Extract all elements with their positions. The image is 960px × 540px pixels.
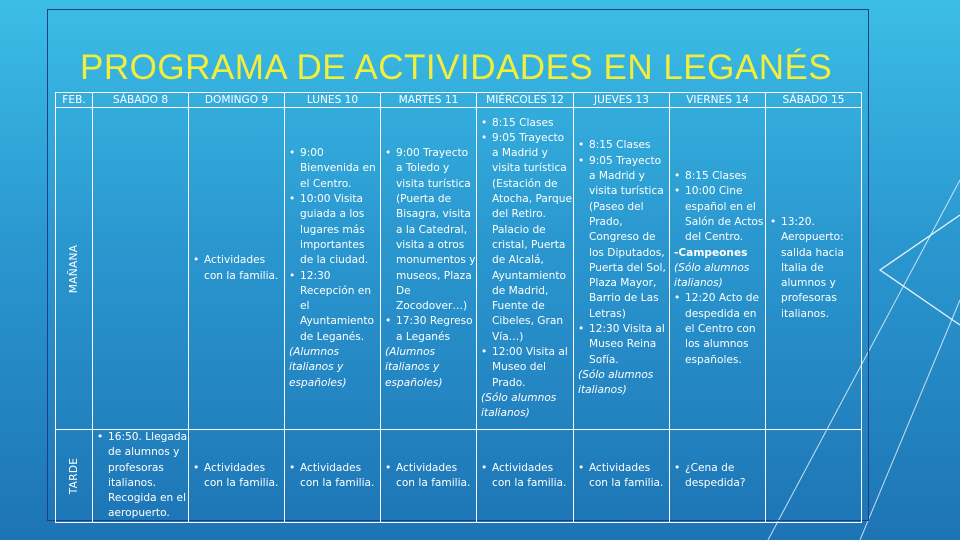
morning-jueves-13 — [574, 108, 670, 430]
afternoon-jueves-13 — [574, 430, 670, 523]
morning-label-cell — [56, 108, 93, 430]
activity-item: • 10:00 Cine español en el Salón de Actos del Centro. — [674, 184, 765, 245]
activity-item: • 9:00 Trayecto a Toledo y visita turística (Puerta de Bisagra, visita a la Catedral, visita a otros monumentos y museos, Plaza De Zocodover…) — [385, 146, 476, 314]
morning-miercoles-12 — [477, 108, 574, 430]
activity-item: • 13:20. Aeropuerto: salida hacia Italia de alumnos y profesoras italianos. — [770, 215, 861, 322]
afternoon-sabado-15 — [766, 430, 862, 523]
activity-item: • 12:00 Visita al Museo del Prado. — [481, 345, 573, 391]
participants-note: (Sólo alumnos italianos) — [481, 391, 557, 420]
afternoon-domingo-9 — [189, 430, 285, 523]
header-row — [56, 93, 862, 108]
afternoon-label: TARDE — [68, 457, 80, 495]
schedule-table — [55, 92, 862, 523]
header-sabado-15: SÁBADO 15 — [766, 93, 862, 108]
participants-note: (Alumnos italianos y españoles) — [385, 345, 443, 389]
morning-row — [56, 108, 862, 430]
morning-sabado-8 — [93, 108, 189, 430]
activity-item: • 12:20 Acto de despedida en el Centro con los alumnos españoles. — [674, 291, 765, 367]
activity-item: • ¿Cena de despedida? — [674, 461, 765, 492]
afternoon-row — [56, 430, 862, 523]
afternoon-martes-11 — [381, 430, 477, 523]
afternoon-viernes-14 — [670, 430, 766, 523]
activity-item: • 9:00 Bienvenida en el Centro. — [289, 146, 380, 192]
activity-item: • 16:50. Llegada de alumnos y profesoras italianos. Recogida en el aeropuerto. — [97, 430, 188, 522]
activity-item: • Actividades con la familia. — [193, 253, 284, 284]
activity-item: • 17:30 Regreso a Leganés — [385, 314, 476, 345]
afternoon-label-cell — [56, 430, 93, 523]
participants-note: (Sólo alumnos italianos) — [674, 261, 750, 290]
activity-item: • Actividades con la familia. — [578, 461, 669, 492]
activity-item: • 12:30 Recepción en el Ayuntamiento de Leganés. — [289, 269, 380, 345]
morning-domingo-9 — [189, 108, 285, 430]
header-martes-11: MARTES 11 — [381, 93, 477, 108]
activity-item: • Actividades con la familia. — [193, 461, 284, 492]
header-viernes-14: VIERNES 14 — [670, 93, 766, 108]
header-lunes-10: LUNES 10 — [285, 93, 381, 108]
activity-item: • Actividades con la familia. — [481, 461, 573, 492]
morning-martes-11 — [381, 108, 477, 430]
activity-item: • 8:15 Clases — [674, 169, 765, 184]
page-title: PROGRAMA DE ACTIVIDADES EN LEGANÉS — [80, 48, 833, 87]
activity-item: • 8:15 Clases — [481, 116, 573, 131]
activity-item: • 9:05 Trayecto a Madrid y visita turística (Paseo del Prado, Congreso de los Diputados, Puerta del Sol, Plaza Mayor, Barrio de Las Letras) — [578, 154, 669, 322]
header-feb: FEB. — [56, 93, 93, 108]
header-domingo-9: DOMINGO 9 — [189, 93, 285, 108]
activity-item: • Actividades con la familia. — [385, 461, 476, 492]
activity-item: • 12:30 Visita al Museo Reina Sofía. — [578, 322, 669, 368]
activity-item: • 8:15 Clases — [578, 138, 669, 153]
film-title: -Campeones — [674, 246, 748, 259]
header-miercoles-12: MIÉRCOLES 12 — [477, 93, 574, 108]
afternoon-sabado-8 — [93, 430, 189, 523]
header-jueves-13: JUEVES 13 — [574, 93, 670, 108]
morning-viernes-14 — [670, 108, 766, 430]
activity-item: • 10:00 Visita guiada a los lugares más importantes de la ciudad. — [289, 192, 380, 268]
activity-item: • Actividades con la familia. — [289, 461, 380, 492]
header-sabado-8: SÁBADO 8 — [93, 93, 189, 108]
participants-note: (Alumnos italianos y españoles) — [289, 345, 347, 389]
afternoon-lunes-10 — [285, 430, 381, 523]
morning-lunes-10 — [285, 108, 381, 430]
morning-label: MAÑANA — [68, 244, 80, 293]
activity-item: • 9:05 Trayecto a Madrid y visita turística (Estación de Atocha, Parque del Retiro. Palacio de cristal, Puerta de Alcalá, Ayuntamiento de Madrid, Fuente de Cibeles, Gran Vía…) — [481, 131, 573, 345]
morning-sabado-15 — [766, 108, 862, 430]
participants-note: (Sólo alumnos italianos) — [578, 368, 654, 397]
afternoon-miercoles-12 — [477, 430, 574, 523]
